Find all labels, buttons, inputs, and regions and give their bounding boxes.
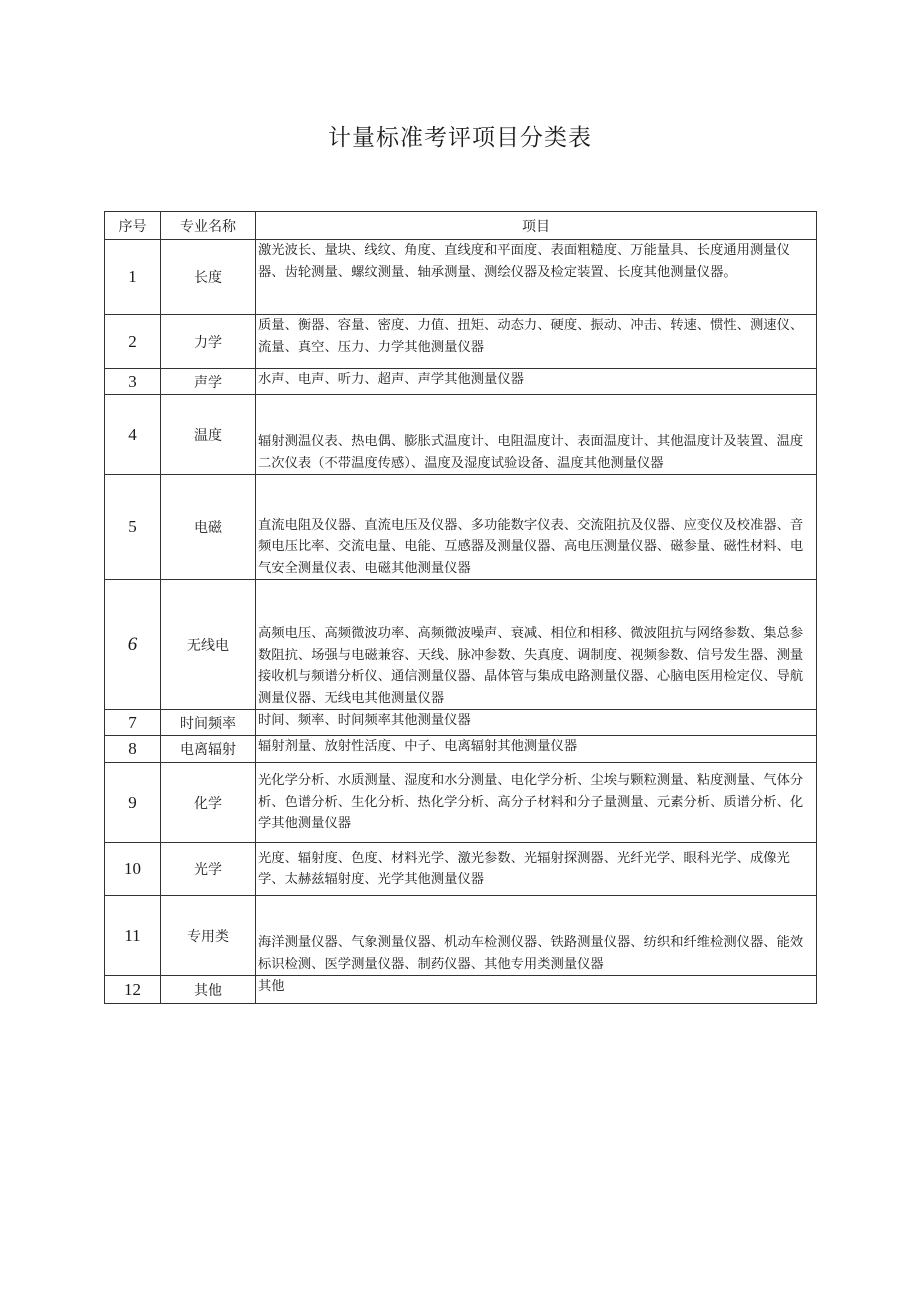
row-items: 其他 (256, 976, 817, 1004)
classification-table (104, 211, 817, 1004)
row-specialty: 长度 (161, 240, 256, 315)
row-items: 直流电阻及仪器、直流电压及仪器、多功能数字仪表、交流阻抗及仪器、应变仪及校准器、音频电压比率、交流电量、电能、互感器及测量仪器、高电压测量仪器、磁参量、磁性材料、电气安全测量仪表、电磁其他测量仪器 (256, 475, 817, 580)
table-row (105, 580, 817, 710)
row-specialty: 电磁 (161, 475, 256, 580)
row-seq: 2 (105, 315, 161, 369)
row-seq: 4 (105, 395, 161, 475)
row-seq: 3 (105, 369, 161, 395)
row-specialty: 无线电 (161, 580, 256, 710)
row-specialty: 其他 (161, 976, 256, 1004)
row-items: 水声、电声、听力、超声、声学其他测量仪器 (256, 369, 817, 395)
row-specialty: 专用类 (161, 896, 256, 976)
page-title: 计量标准考评项目分类表 (328, 125, 592, 151)
table-header-row (105, 212, 817, 240)
table-row (105, 736, 817, 763)
row-items: 光度、辐射度、色度、材料光学、激光参数、光辐射探测器、光纤光学、眼科光学、成像光学、太赫兹辐射度、光学其他测量仪器 (256, 843, 817, 896)
table-row (105, 240, 817, 315)
row-seq: 1 (105, 240, 161, 315)
row-items: 辐射测温仪表、热电偶、膨胀式温度计、电阻温度计、表面温度计、其他温度计及装置、温度二次仪表（不带温度传感）、温度及湿度试验设备、温度其他测量仪器 (256, 395, 817, 475)
row-specialty: 光学 (161, 843, 256, 896)
row-seq: 11 (105, 896, 161, 976)
row-seq: 5 (105, 475, 161, 580)
row-specialty: 化学 (161, 763, 256, 843)
table-row (105, 896, 817, 976)
row-specialty: 时间频率 (161, 710, 256, 736)
header-specialty: 专业名称 (161, 212, 256, 240)
table-row (105, 395, 817, 475)
table-row (105, 315, 817, 369)
row-items: 质量、衡器、容量、密度、力值、扭矩、动态力、硬度、振动、冲击、转速、惯性、测速仪、流量、真空、压力、力学其他测量仪器 (256, 315, 817, 369)
row-seq: 6 (105, 580, 161, 710)
table-row (105, 843, 817, 896)
table-row (105, 475, 817, 580)
row-specialty: 温度 (161, 395, 256, 475)
header-seq: 序号 (105, 212, 161, 240)
row-seq: 7 (105, 710, 161, 736)
row-items: 辐射剂量、放射性活度、中子、电离辐射其他测量仪器 (256, 736, 817, 763)
row-specialty: 力学 (161, 315, 256, 369)
row-seq: 9 (105, 763, 161, 843)
table-row (105, 710, 817, 736)
table-row (105, 763, 817, 843)
row-seq: 10 (105, 843, 161, 896)
row-seq: 8 (105, 736, 161, 763)
row-items: 高频电压、高频微波功率、高频微波噪声、衰减、相位和相移、微波阻抗与网络参数、集总参数阻抗、场强与电磁兼容、天线、脉冲参数、失真度、调制度、视频参数、信号发生器、测量接收机与频谱分析仪、通信测量仪器、晶体管与集成电路测量仪器、心脑电医用检定仪、导航测量仪器、无线电其他测量仪器 (256, 580, 817, 710)
row-specialty: 电离辐射 (161, 736, 256, 763)
row-items: 时间、频率、时间频率其他测量仪器 (256, 710, 817, 736)
header-items: 项目 (256, 212, 817, 240)
row-items: 光化学分析、水质测量、湿度和水分测量、电化学分析、尘埃与颗粒测量、粘度测量、气体分析、色谱分析、生化分析、热化学分析、高分子材料和分子量测量、元素分析、质谱分析、化学其他测量仪器 (256, 763, 817, 843)
row-items: 激光波长、量块、线纹、角度、直线度和平面度、表面粗糙度、万能量具、长度通用测量仪器、齿轮测量、螺纹测量、轴承测量、测绘仪器及检定装置、长度其他测量仪器。 (256, 240, 817, 315)
row-specialty: 声学 (161, 369, 256, 395)
row-seq: 12 (105, 976, 161, 1004)
table-row (105, 369, 817, 395)
table-row (105, 976, 817, 1004)
row-items: 海洋测量仪器、气象测量仪器、机动车检测仪器、铁路测量仪器、纺织和纤维检测仪器、能效标识检测、医学测量仪器、制药仪器、其他专用类测量仪器 (256, 896, 817, 976)
